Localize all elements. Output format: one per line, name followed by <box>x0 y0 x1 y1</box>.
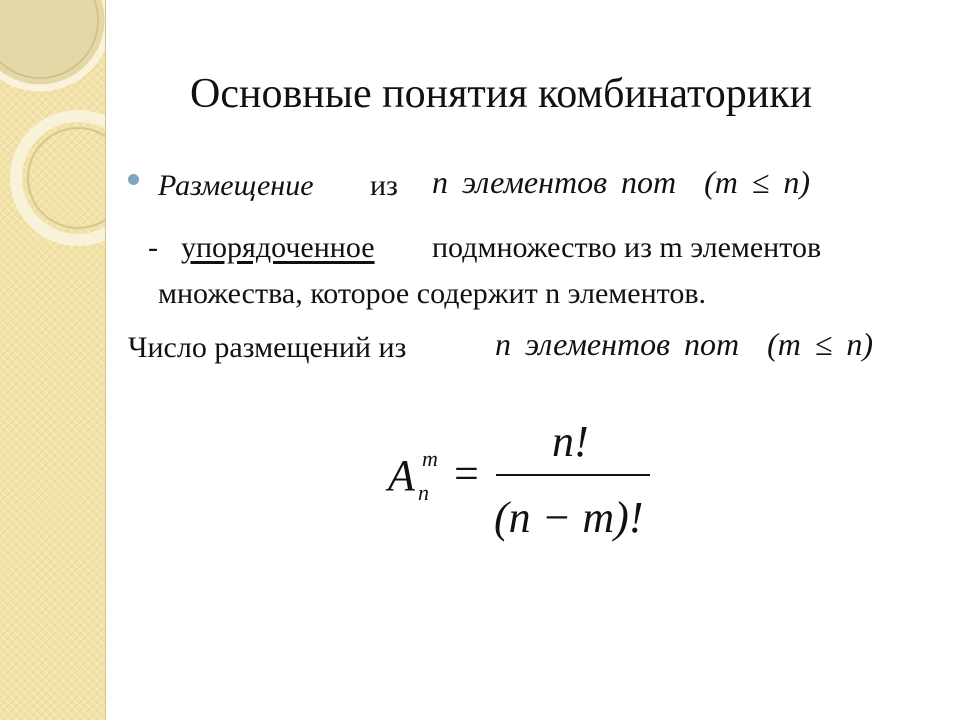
formula-numerator: n! <box>552 417 589 466</box>
math-m: m <box>715 326 740 362</box>
math-n: n <box>432 164 448 200</box>
bullet-dot <box>128 174 139 185</box>
definition-underlined: упорядоченное <box>181 231 375 264</box>
math-elements: элементов <box>525 326 670 362</box>
math-condition: (m ≤ n) <box>767 326 874 362</box>
math-m: m <box>652 164 677 200</box>
term-placement: Размещение <box>158 169 314 202</box>
from-word: из <box>370 169 398 202</box>
math-expression-1 <box>432 162 810 202</box>
definition-dash: - <box>148 231 158 264</box>
math-elements: элементов <box>462 164 607 200</box>
math-expression-2 <box>495 324 873 364</box>
slide-title: Основные понятия комбинаторики <box>190 71 813 117</box>
definition-line1: подмножество из m элементов <box>432 231 822 264</box>
formula-denominator: (n − m)! <box>494 493 644 542</box>
math-by: по <box>683 326 716 362</box>
count-prefix: Число размещений из <box>128 331 407 364</box>
formula-subscript: n <box>418 480 429 505</box>
math-condition: (m ≤ n) <box>704 164 811 200</box>
formula-superscript: m <box>422 446 438 471</box>
definition-line2: множества, которое содержит n элементов. <box>158 277 707 310</box>
math-n: n <box>495 326 511 362</box>
formula-symbol: A <box>388 451 415 500</box>
math-by: по <box>620 164 653 200</box>
formula-equals: = <box>454 449 479 498</box>
placement-formula <box>370 400 690 560</box>
decorative-circles <box>0 0 105 260</box>
